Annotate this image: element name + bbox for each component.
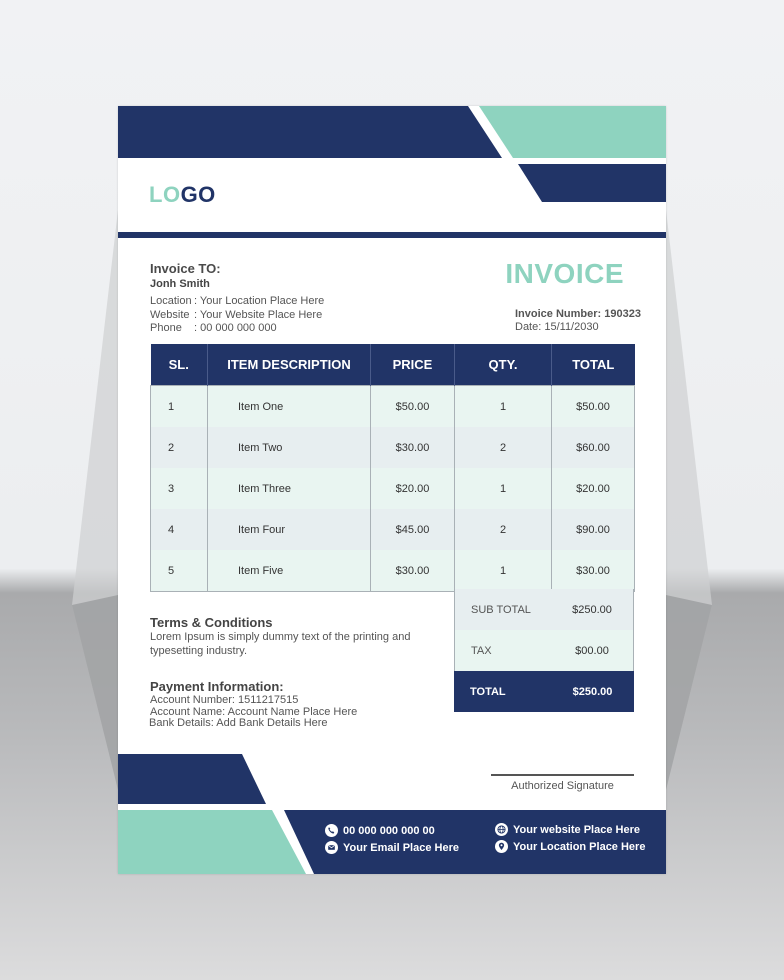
footer-website (495, 823, 640, 836)
footer-phone-text: 00 000 000 000 00 (343, 824, 435, 837)
row-qty: 2 (455, 427, 552, 468)
map-pin-icon (495, 840, 508, 853)
grand-total-value: $250.00 (572, 685, 613, 698)
account-name: Account Name: Account Name Place Here (150, 706, 358, 718)
row-sl: 1 (151, 386, 208, 428)
table-header-row (151, 344, 635, 386)
footer-phone (325, 824, 435, 837)
header-sl: SL. (151, 344, 208, 386)
subtotal-value: $250.00 (572, 603, 612, 616)
header-description: ITEM DESCRIPTION (208, 344, 371, 386)
header-price: PRICE (371, 344, 455, 386)
table-row (151, 386, 635, 428)
client-phone: Phone : 00 000 000 000 (150, 322, 277, 334)
tax-value: $00.00 (575, 644, 609, 657)
row-sl: 4 (151, 509, 208, 550)
subtotal-row (454, 589, 634, 630)
invoice-title: INVOICE (505, 258, 624, 289)
invoice-to-label: Invoice TO: (150, 261, 221, 276)
invoice-page (118, 106, 666, 874)
row-total: $20.00 (552, 468, 635, 509)
row-total: $50.00 (552, 386, 635, 428)
phone-icon (325, 824, 338, 837)
header-total: TOTAL (552, 344, 635, 386)
grand-total-row (454, 671, 634, 712)
footer-email-text: Your Email Place Here (343, 841, 459, 854)
row-total: $90.00 (552, 509, 635, 550)
header-qty: QTY. (455, 344, 552, 386)
footer-location (495, 840, 645, 853)
row-total: $60.00 (552, 427, 635, 468)
header-divider (118, 232, 666, 238)
terms-heading: Terms & Conditions (150, 615, 273, 630)
table-row (151, 427, 635, 468)
items-table (150, 344, 635, 592)
tax-row (454, 630, 634, 671)
row-description: Item Two (208, 427, 371, 468)
client-name: Jonh Smith (150, 278, 210, 290)
row-price: $30.00 (371, 427, 455, 468)
footer-website-text: Your website Place Here (513, 823, 640, 836)
row-sl: 2 (151, 427, 208, 468)
footer-email (325, 841, 459, 854)
row-total: $30.00 (552, 550, 635, 592)
row-price: $30.00 (371, 550, 455, 592)
envelope-icon (325, 841, 338, 854)
row-qty: 2 (455, 509, 552, 550)
row-sl: 5 (151, 550, 208, 592)
row-price: $50.00 (371, 386, 455, 428)
footer-location-text: Your Location Place Here (513, 840, 646, 853)
row-qty: 1 (455, 386, 552, 428)
row-description: Item Four (208, 509, 371, 550)
row-description: Item One (208, 386, 371, 428)
table-row (151, 550, 635, 592)
client-location: Location : Your Location Place Here (150, 295, 325, 307)
account-number: Account Number: 1511217515 (150, 694, 299, 706)
grand-total-label: TOTAL (470, 685, 506, 698)
totals-summary (454, 589, 634, 712)
row-description: Item Five (208, 550, 371, 592)
row-qty: 1 (455, 550, 552, 592)
authorized-signature: Authorized Signature (511, 780, 614, 792)
row-qty: 1 (455, 468, 552, 509)
row-price: $45.00 (371, 509, 455, 550)
row-sl: 3 (151, 468, 208, 509)
subtotal-label: SUB TOTAL (471, 603, 531, 616)
invoice-date: Date: 15/11/2030 (515, 321, 599, 333)
bank-details: Bank Details: Add Bank Details Here (149, 717, 328, 729)
row-price: $20.00 (371, 468, 455, 509)
table-row (151, 468, 635, 509)
client-website: Website : Your Website Place Here (150, 309, 323, 321)
globe-icon (495, 823, 508, 836)
invoice-number: Invoice Number: 190323 (515, 308, 641, 320)
table-row (151, 509, 635, 550)
row-description: Item Three (208, 468, 371, 509)
tax-label: TAX (471, 644, 492, 657)
company-logo: LOGO (149, 182, 216, 207)
footer-decoration (118, 752, 666, 874)
payment-heading: Payment Information: (150, 679, 284, 694)
terms-body: Lorem Ipsum is simply dummy text of the printing and typesetting industry. (150, 631, 411, 657)
